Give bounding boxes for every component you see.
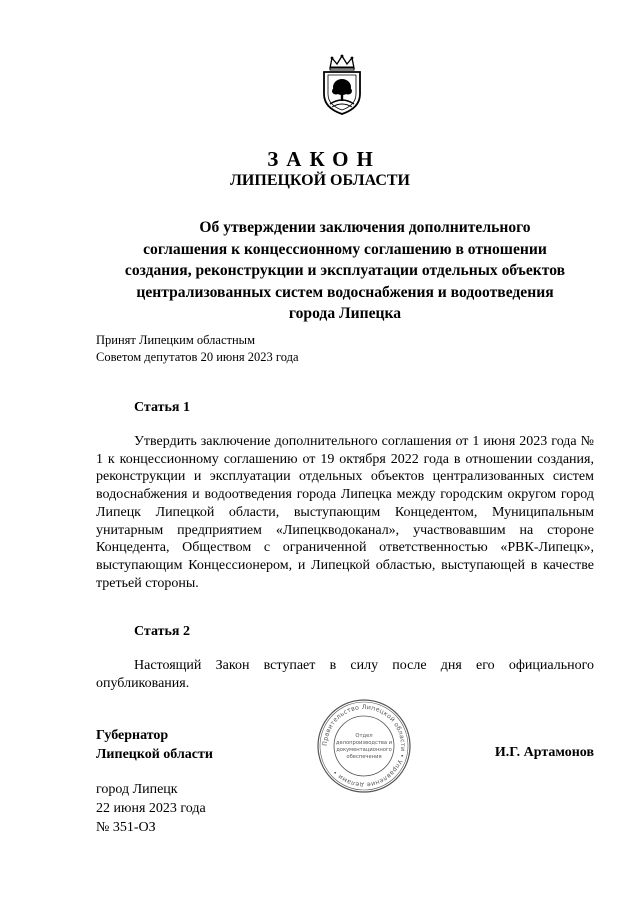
- signatory-name: И.Г. Артамонов: [494, 745, 594, 760]
- title-line: централизованных систем водоснабжения и водоотведения: [136, 283, 554, 301]
- title-line: соглашения к концессионному соглашению в отношении: [143, 240, 547, 258]
- position-line: Губернатор: [96, 728, 169, 743]
- stamp-center-line: документационного: [336, 747, 392, 753]
- article-1-title: Статья 1: [134, 400, 190, 415]
- lipetsk-coat-of-arms-icon: [318, 54, 366, 116]
- article-2-text: Настоящий Закон вступает в силу после дня его официального опубликования.: [96, 658, 594, 691]
- stamp-center-line: делопроизводства и: [335, 740, 393, 746]
- title-line: создания, реконструкции и эксплуатации отдельных объектов: [124, 262, 566, 279]
- stamp-center-line: Отдел: [355, 733, 373, 739]
- stamp-ring-text: Правительство Липецкой области • Управление делами •: [321, 703, 407, 789]
- stamp-center-line: обеспечения: [346, 754, 382, 760]
- signatory-position: [96, 726, 213, 764]
- region-name: ЛИПЕЦКОЙ ОБЛАСТИ: [230, 172, 410, 189]
- adoption-line: Принят Липецким областным: [96, 333, 255, 347]
- position-line: Липецкой области: [96, 747, 213, 762]
- adoption-note: [96, 332, 299, 366]
- footer-city: город Липецк: [96, 782, 178, 797]
- official-seal-stamp-icon: [316, 698, 412, 794]
- document-footer: [96, 780, 206, 837]
- document-title: [96, 217, 594, 325]
- adoption-line: Советом депутатов 20 июня 2023 года: [96, 350, 299, 364]
- footer-number: № 351-ОЗ: [96, 820, 156, 835]
- law-word: ЗАКОН: [267, 147, 381, 171]
- article-1-text: Утвердить заключение дополнительного соглашения от 1 июня 2023 года № 1 к концессионному соглашению от 19 октября 2022 года в отношении создания, реконструкции и эксплуатации отдельных объектов централизованных систем водоснабжения и водоотведения города Липецка между городским округом город Липецк Липецкой области, выступающим Концедентом, Муниципальным унитарным предприятием «Липецкводоканал», участвовавшим на стороне Концедента, Обществом с ограниченной ответственностью «РВК-Липецк», выступающим Концессионером, и Липецкой областью, выступающей в качестве третьей стороны.: [96, 434, 594, 591]
- title-line: Об утверждении заключения дополнительного: [199, 219, 531, 236]
- article-2-title: Статья 2: [134, 624, 190, 639]
- footer-date: 22 июня 2023 года: [96, 801, 206, 816]
- title-line: города Липецка: [288, 305, 402, 322]
